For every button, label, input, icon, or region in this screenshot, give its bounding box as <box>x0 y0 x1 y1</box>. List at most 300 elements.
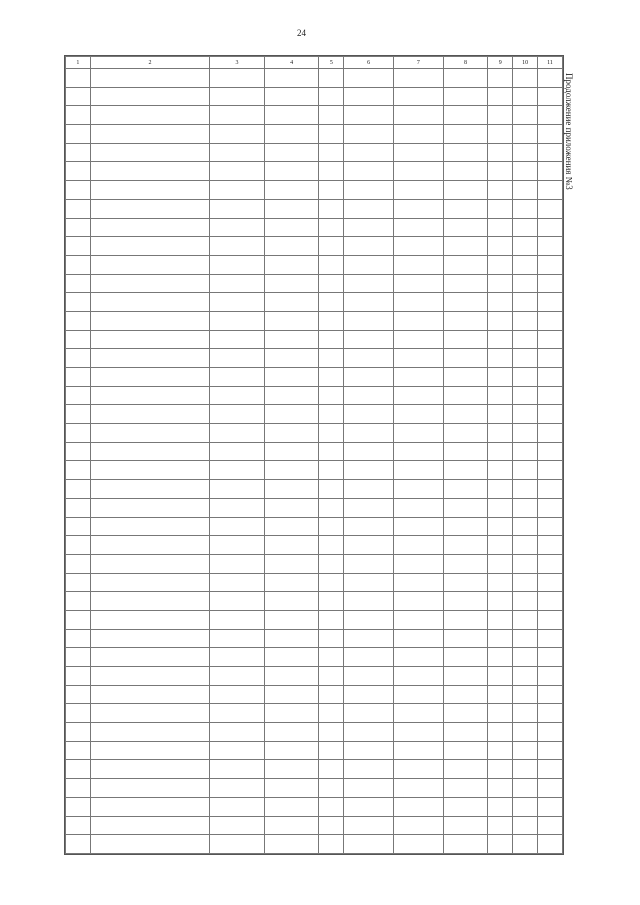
table-cell <box>90 592 209 611</box>
table-cell <box>393 573 443 592</box>
table-cell <box>538 592 563 611</box>
table-cell <box>488 143 513 162</box>
table-cell <box>66 554 91 573</box>
table-cell <box>488 648 513 667</box>
table-cell <box>393 199 443 218</box>
table-cell <box>488 424 513 443</box>
table-cell <box>66 386 91 405</box>
table-cell <box>210 237 265 256</box>
table-cell <box>538 723 563 742</box>
table-row <box>66 274 563 293</box>
table-cell <box>90 330 209 349</box>
table-cell <box>66 368 91 387</box>
table-cell <box>319 162 344 181</box>
table-cell <box>210 704 265 723</box>
table-cell <box>538 816 563 835</box>
table-cell <box>393 629 443 648</box>
table-cell <box>344 386 394 405</box>
table-cell <box>66 835 91 854</box>
table-cell <box>513 461 538 480</box>
table-cell <box>393 405 443 424</box>
table-cell <box>538 311 563 330</box>
table-cell <box>538 685 563 704</box>
table-cell <box>90 199 209 218</box>
table-cell <box>344 255 394 274</box>
table-cell <box>319 442 344 461</box>
table-cell <box>393 704 443 723</box>
table-cell <box>443 199 488 218</box>
table-cell <box>319 648 344 667</box>
table-cell <box>344 723 394 742</box>
table-cell <box>538 610 563 629</box>
table-cell <box>538 797 563 816</box>
table-cell <box>66 461 91 480</box>
table-row <box>66 405 563 424</box>
table-cell <box>488 106 513 125</box>
table-cell <box>344 573 394 592</box>
table-cell <box>66 162 91 181</box>
table-cell <box>210 181 265 200</box>
table-cell <box>538 648 563 667</box>
table-cell <box>264 723 319 742</box>
table-cell <box>488 629 513 648</box>
table-cell <box>264 311 319 330</box>
table-cell <box>319 480 344 499</box>
table-cell <box>90 648 209 667</box>
table-cell <box>210 760 265 779</box>
table-row <box>66 293 563 312</box>
table-cell <box>393 498 443 517</box>
table-cell <box>393 349 443 368</box>
table-cell <box>513 143 538 162</box>
table-cell <box>538 741 563 760</box>
table-cell <box>66 629 91 648</box>
table-cell <box>319 554 344 573</box>
table-cell <box>264 199 319 218</box>
table-cell <box>264 461 319 480</box>
table-cell <box>538 106 563 125</box>
table-cell <box>319 592 344 611</box>
table-cell <box>210 69 265 88</box>
table-cell <box>393 779 443 798</box>
table-cell <box>538 274 563 293</box>
table-cell <box>319 741 344 760</box>
table-cell <box>66 125 91 144</box>
table-cell <box>264 536 319 555</box>
table-cell <box>319 760 344 779</box>
table-cell <box>344 760 394 779</box>
table-cell <box>210 106 265 125</box>
table-cell <box>66 685 91 704</box>
table-cell <box>264 442 319 461</box>
table-cell <box>319 106 344 125</box>
table-cell <box>538 162 563 181</box>
table-cell <box>488 181 513 200</box>
table-cell <box>443 442 488 461</box>
table-cell <box>264 480 319 499</box>
table-cell <box>264 255 319 274</box>
table-cell <box>210 480 265 499</box>
table-cell <box>344 69 394 88</box>
table-cell <box>488 461 513 480</box>
header-cell: 10 <box>513 57 538 69</box>
table-cell <box>538 498 563 517</box>
table-cell <box>488 368 513 387</box>
table-cell <box>393 554 443 573</box>
table-cell <box>319 349 344 368</box>
table-cell <box>66 536 91 555</box>
table-cell <box>210 536 265 555</box>
table-cell <box>443 610 488 629</box>
table-cell <box>210 424 265 443</box>
table-cell <box>210 199 265 218</box>
table-cell <box>90 424 209 443</box>
table-cell <box>513 610 538 629</box>
table-cell <box>538 667 563 686</box>
table-cell <box>488 237 513 256</box>
table-cell <box>393 760 443 779</box>
table-cell <box>319 237 344 256</box>
table-cell <box>66 218 91 237</box>
table-cell <box>90 704 209 723</box>
table-cell <box>443 667 488 686</box>
table-cell <box>513 69 538 88</box>
table-cell <box>538 349 563 368</box>
table-cell <box>90 237 209 256</box>
header-cell: 1 <box>66 57 91 69</box>
table-cell <box>66 181 91 200</box>
table-cell <box>66 797 91 816</box>
table-cell <box>210 386 265 405</box>
table-cell <box>488 255 513 274</box>
table-cell <box>210 442 265 461</box>
table-cell <box>538 424 563 443</box>
table-cell <box>443 573 488 592</box>
table-cell <box>344 199 394 218</box>
table-cell <box>443 723 488 742</box>
table-cell <box>66 274 91 293</box>
table-cell <box>90 162 209 181</box>
table-cell <box>538 704 563 723</box>
table-cell <box>393 143 443 162</box>
table-cell <box>443 779 488 798</box>
table-cell <box>90 125 209 144</box>
table-cell <box>393 330 443 349</box>
table-cell <box>264 741 319 760</box>
table-cell <box>90 106 209 125</box>
table-cell <box>319 685 344 704</box>
table-cell <box>210 274 265 293</box>
table-cell <box>513 442 538 461</box>
table-row <box>66 685 563 704</box>
table-cell <box>393 181 443 200</box>
table-cell <box>264 181 319 200</box>
table-cell <box>513 685 538 704</box>
table-cell <box>488 162 513 181</box>
table-cell <box>66 648 91 667</box>
header-cell: 11 <box>538 57 563 69</box>
table-cell <box>393 311 443 330</box>
table-cell <box>210 648 265 667</box>
table-row <box>66 480 563 499</box>
table-cell <box>488 87 513 106</box>
table-cell <box>344 143 394 162</box>
table-cell <box>90 442 209 461</box>
table-cell <box>513 255 538 274</box>
table-cell <box>393 461 443 480</box>
table-cell <box>344 797 394 816</box>
table-cell <box>538 405 563 424</box>
table-row <box>66 255 563 274</box>
table-cell <box>488 610 513 629</box>
table-cell <box>538 536 563 555</box>
table-cell <box>344 330 394 349</box>
table-row <box>66 125 563 144</box>
table-row <box>66 648 563 667</box>
table-cell <box>513 723 538 742</box>
table-cell <box>264 648 319 667</box>
table-row <box>66 704 563 723</box>
table-cell <box>538 125 563 144</box>
header-cell: 5 <box>319 57 344 69</box>
table-cell <box>393 162 443 181</box>
table-cell <box>90 349 209 368</box>
table-row <box>66 629 563 648</box>
table-cell <box>488 69 513 88</box>
header-row <box>66 57 563 69</box>
table-cell <box>443 330 488 349</box>
table-cell <box>66 311 91 330</box>
table-cell <box>488 386 513 405</box>
table-cell <box>393 610 443 629</box>
table-cell <box>264 573 319 592</box>
table-cell <box>538 835 563 854</box>
table-cell <box>443 255 488 274</box>
table-row <box>66 723 563 742</box>
table-row <box>66 667 563 686</box>
table-cell <box>488 349 513 368</box>
table-cell <box>264 274 319 293</box>
table-cell <box>538 517 563 536</box>
table-cell <box>443 424 488 443</box>
table-cell <box>90 779 209 798</box>
table-cell <box>393 368 443 387</box>
table-cell <box>90 480 209 499</box>
table-cell <box>513 199 538 218</box>
table-cell <box>66 723 91 742</box>
table-cell <box>319 573 344 592</box>
table-cell <box>344 87 394 106</box>
table-row <box>66 424 563 443</box>
table-cell <box>264 293 319 312</box>
table-cell <box>443 218 488 237</box>
table-cell <box>538 442 563 461</box>
table-cell <box>538 237 563 256</box>
table-cell <box>319 405 344 424</box>
table-cell <box>264 237 319 256</box>
table-row <box>66 143 563 162</box>
table-cell <box>488 779 513 798</box>
page-number: 24 <box>297 28 306 38</box>
table-row <box>66 368 563 387</box>
table-cell <box>393 741 443 760</box>
table-cell <box>513 704 538 723</box>
table-cell <box>344 536 394 555</box>
table-cell <box>90 629 209 648</box>
table-cell <box>264 125 319 144</box>
table-cell <box>393 667 443 686</box>
table-cell <box>90 181 209 200</box>
table-cell <box>393 685 443 704</box>
table-cell <box>344 237 394 256</box>
table-cell <box>264 87 319 106</box>
table-cell <box>513 648 538 667</box>
table-cell <box>344 125 394 144</box>
table-cell <box>538 480 563 499</box>
table-cell <box>538 199 563 218</box>
table-cell <box>538 386 563 405</box>
table-cell <box>90 368 209 387</box>
table-cell <box>66 106 91 125</box>
table-cell <box>488 442 513 461</box>
table-cell <box>393 442 443 461</box>
table-cell <box>210 573 265 592</box>
table-cell <box>513 330 538 349</box>
header-cell: 2 <box>90 57 209 69</box>
table-cell <box>90 723 209 742</box>
table-cell <box>393 592 443 611</box>
table-cell <box>538 143 563 162</box>
table-row <box>66 199 563 218</box>
table-cell <box>210 311 265 330</box>
table-cell <box>488 723 513 742</box>
table-cell <box>264 162 319 181</box>
table-cell <box>66 480 91 499</box>
table-cell <box>319 293 344 312</box>
table-cell <box>319 536 344 555</box>
table-cell <box>443 293 488 312</box>
table-cell <box>66 330 91 349</box>
table-cell <box>513 667 538 686</box>
table-cell <box>344 424 394 443</box>
table-cell <box>538 629 563 648</box>
table-cell <box>393 517 443 536</box>
table-row <box>66 816 563 835</box>
table-cell <box>210 293 265 312</box>
table-cell <box>319 517 344 536</box>
table-cell <box>488 797 513 816</box>
table-cell <box>513 816 538 835</box>
table-cell <box>264 517 319 536</box>
table-cell <box>513 554 538 573</box>
header-cell: 4 <box>264 57 319 69</box>
table-row <box>66 592 563 611</box>
table-cell <box>264 554 319 573</box>
table-cell <box>66 424 91 443</box>
table-cell <box>443 461 488 480</box>
table-cell <box>210 685 265 704</box>
table-cell <box>319 816 344 835</box>
table-cell <box>443 181 488 200</box>
table-cell <box>66 667 91 686</box>
table-row <box>66 311 563 330</box>
table-cell <box>264 368 319 387</box>
table-row <box>66 536 563 555</box>
table-cell <box>393 87 443 106</box>
table-cell <box>66 405 91 424</box>
table-cell <box>210 218 265 237</box>
table-cell <box>513 368 538 387</box>
header-cell: 6 <box>344 57 394 69</box>
table-cell <box>393 125 443 144</box>
table-row <box>66 760 563 779</box>
table-cell <box>344 629 394 648</box>
table-cell <box>66 816 91 835</box>
table-cell <box>210 143 265 162</box>
table-cell <box>319 797 344 816</box>
table-cell <box>66 779 91 798</box>
header-cell: 7 <box>393 57 443 69</box>
table-cell <box>264 797 319 816</box>
table-cell <box>513 162 538 181</box>
table-cell <box>319 69 344 88</box>
table-cell <box>443 480 488 499</box>
table-cell <box>90 536 209 555</box>
table-cell <box>513 106 538 125</box>
table-cell <box>488 517 513 536</box>
table-cell <box>264 386 319 405</box>
table-cell <box>443 797 488 816</box>
table-row <box>66 218 563 237</box>
table-cell <box>66 255 91 274</box>
table-cell <box>210 368 265 387</box>
table-cell <box>90 554 209 573</box>
table-cell <box>90 255 209 274</box>
header-cell: 8 <box>443 57 488 69</box>
table-cell <box>90 797 209 816</box>
table-cell <box>393 723 443 742</box>
table-cell <box>393 274 443 293</box>
table-cell <box>443 536 488 555</box>
table-cell <box>488 667 513 686</box>
table-cell <box>66 442 91 461</box>
table-cell <box>488 536 513 555</box>
table-cell <box>210 255 265 274</box>
table-cell <box>488 741 513 760</box>
table-cell <box>443 87 488 106</box>
table-cell <box>66 349 91 368</box>
table-cell <box>319 87 344 106</box>
table-cell <box>344 461 394 480</box>
table-cell <box>393 293 443 312</box>
table-cell <box>210 405 265 424</box>
table-cell <box>393 218 443 237</box>
table-cell <box>319 610 344 629</box>
table-cell <box>319 424 344 443</box>
table-cell <box>90 293 209 312</box>
table-cell <box>344 442 394 461</box>
table-cell <box>210 162 265 181</box>
table-cell <box>513 237 538 256</box>
table-cell <box>344 592 394 611</box>
table-cell <box>513 741 538 760</box>
table-cell <box>210 554 265 573</box>
header-cell: 3 <box>210 57 265 69</box>
table-cell <box>513 536 538 555</box>
table-cell <box>264 667 319 686</box>
table-cell <box>264 143 319 162</box>
table-cell <box>393 255 443 274</box>
